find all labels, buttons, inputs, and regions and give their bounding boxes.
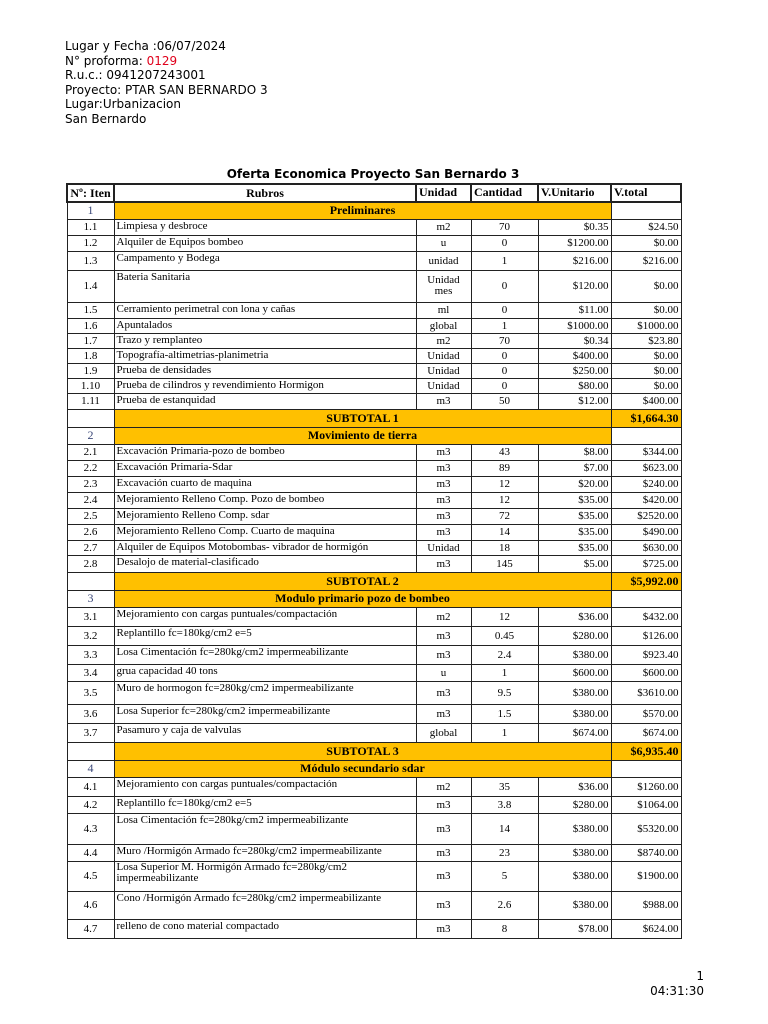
table-row <box>67 492 681 508</box>
item-total: $988.00 <box>611 891 681 919</box>
section-blank <box>611 202 681 219</box>
table-row <box>67 318 681 333</box>
item-description: Prueba de densidades <box>114 363 416 378</box>
item-description: Bateria Sanitaria <box>114 270 416 302</box>
item-unit-price: $35.00 <box>538 492 611 508</box>
item-unit: m2 <box>416 607 471 626</box>
item-total: $570.00 <box>611 704 681 723</box>
item-quantity: 0.45 <box>471 626 538 645</box>
item-description: Topografía-altimetrias-planimetria <box>114 348 416 363</box>
item-number: 3.5 <box>67 681 114 704</box>
item-total: $674.00 <box>611 723 681 742</box>
table-row <box>67 723 681 742</box>
table-row <box>67 704 681 723</box>
table-row <box>67 681 681 704</box>
item-total: $24.50 <box>611 219 681 235</box>
item-unit-price: $400.00 <box>538 348 611 363</box>
item-unit-price: $11.00 <box>538 302 611 318</box>
section-number: 2 <box>67 427 114 444</box>
subtotal-row <box>67 409 681 427</box>
col-header-unitario: V.Unitario <box>538 184 611 202</box>
item-unit: m3 <box>416 524 471 540</box>
item-unit-price: $36.00 <box>538 777 611 796</box>
table-row <box>67 235 681 251</box>
item-description: Prueba de cilindros y revendimiento Hormigon <box>114 378 416 393</box>
item-unit: m3 <box>416 645 471 664</box>
item-number: 1.8 <box>67 348 114 363</box>
item-quantity: 2.6 <box>471 891 538 919</box>
item-total: $630.00 <box>611 540 681 555</box>
offer-title: Oferta Economica Proyecto San Bernardo 3 <box>226 167 520 181</box>
item-unit: m3 <box>416 476 471 492</box>
item-unit: m2 <box>416 777 471 796</box>
item-total: $23.80 <box>611 333 681 348</box>
item-description: relleno de cono material compactado <box>114 919 416 938</box>
item-unit: m3 <box>416 492 471 508</box>
item-number: 1.9 <box>67 363 114 378</box>
item-total: $126.00 <box>611 626 681 645</box>
item-unit: unidad <box>416 251 471 270</box>
item-unit: m3 <box>416 796 471 813</box>
item-quantity: 145 <box>471 555 538 572</box>
subtotal-label: SUBTOTAL 1 <box>114 409 611 427</box>
item-description: Replantillo fc=180kg/cm2 e=5 <box>114 796 416 813</box>
section-header-row <box>67 760 681 777</box>
item-unit: m3 <box>416 626 471 645</box>
item-total: $2520.00 <box>611 508 681 524</box>
item-quantity: 1 <box>471 251 538 270</box>
subtotal-row <box>67 742 681 760</box>
item-total: $8740.00 <box>611 844 681 861</box>
item-description: grua capacidad 40 tons <box>114 664 416 681</box>
item-quantity: 0 <box>471 235 538 251</box>
item-unit: m3 <box>416 844 471 861</box>
table-row <box>67 844 681 861</box>
item-description: Prueba de estanquidad <box>114 393 416 409</box>
item-number: 2.3 <box>67 476 114 492</box>
item-quantity: 12 <box>471 476 538 492</box>
item-unit-price: $380.00 <box>538 704 611 723</box>
item-total: $344.00 <box>611 444 681 460</box>
item-unit: Unidad mes <box>416 270 471 302</box>
item-description: Cerramiento perimetral con lona y cañas <box>114 302 416 318</box>
item-quantity: 50 <box>471 393 538 409</box>
subtotal-blank <box>67 409 114 427</box>
item-unit-price: $12.00 <box>538 393 611 409</box>
item-unit-price: $380.00 <box>538 813 611 844</box>
item-number: 1.2 <box>67 235 114 251</box>
subtotal-value: $1,664.30 <box>611 409 681 427</box>
item-quantity: 12 <box>471 492 538 508</box>
item-unit: Unidad <box>416 348 471 363</box>
item-total: $216.00 <box>611 251 681 270</box>
item-unit-price: $20.00 <box>538 476 611 492</box>
item-description: Replantillo fc=180kg/cm2 e=5 <box>114 626 416 645</box>
col-header-total: V.total <box>611 184 681 202</box>
item-quantity: 1 <box>471 664 538 681</box>
table-row <box>67 219 681 235</box>
item-total: $923.40 <box>611 645 681 664</box>
item-unit: u <box>416 664 471 681</box>
table-row <box>67 813 681 844</box>
item-description: Mejoramiento Relleno Comp. sdar <box>114 508 416 524</box>
table-row <box>67 524 681 540</box>
item-quantity: 0 <box>471 270 538 302</box>
item-description: Desalojo de material-clasificado <box>114 555 416 572</box>
section-name: Módulo secundario sdar <box>114 760 611 777</box>
item-unit-price: $380.00 <box>538 645 611 664</box>
item-unit-price: $380.00 <box>538 844 611 861</box>
item-unit: Unidad <box>416 540 471 555</box>
item-description: Muro de hormogon fc=280kg/cm2 impermeabilizante <box>114 681 416 704</box>
item-quantity: 89 <box>471 460 538 476</box>
item-number: 3.3 <box>67 645 114 664</box>
item-unit-price: $380.00 <box>538 861 611 891</box>
item-quantity: 1 <box>471 318 538 333</box>
item-unit-price: $1200.00 <box>538 235 611 251</box>
item-number: 2.5 <box>67 508 114 524</box>
table-row <box>67 333 681 348</box>
item-description: Alquiler de Equipos Motobombas- vibrador de hormigón <box>114 540 416 555</box>
item-total: $490.00 <box>611 524 681 540</box>
item-total: $5320.00 <box>611 813 681 844</box>
item-description: Mejoramiento con cargas puntuales/compactación <box>114 777 416 796</box>
item-unit-price: $8.00 <box>538 444 611 460</box>
table-row <box>67 861 681 891</box>
item-unit-price: $7.00 <box>538 460 611 476</box>
item-unit-price: $0.34 <box>538 333 611 348</box>
subtotal-blank <box>67 572 114 590</box>
item-description: Mejoramiento Relleno Comp. Pozo de bombeo <box>114 492 416 508</box>
item-unit: m3 <box>416 813 471 844</box>
item-number: 2.1 <box>67 444 114 460</box>
table-row <box>67 393 681 409</box>
item-quantity: 0 <box>471 363 538 378</box>
item-description: Pasamuro y caja de valvulas <box>114 723 416 742</box>
item-total: $0.00 <box>611 378 681 393</box>
print-time: 04:31:30 <box>650 984 704 998</box>
section-header-row <box>67 590 681 607</box>
item-total: $400.00 <box>611 393 681 409</box>
item-number: 2.4 <box>67 492 114 508</box>
item-description: Losa Cimentación fc=280kg/cm2 impermeabilizante <box>114 813 416 844</box>
item-unit: m2 <box>416 333 471 348</box>
item-unit: m3 <box>416 444 471 460</box>
item-description: Excavación Primaria-pozo de bombeo <box>114 444 416 460</box>
proyecto-line: Proyecto: PTAR SAN BERNARDO 3 <box>65 82 268 97</box>
item-quantity: 1.5 <box>471 704 538 723</box>
item-unit-price: $380.00 <box>538 891 611 919</box>
section-header-row <box>67 202 681 219</box>
item-total: $0.00 <box>611 348 681 363</box>
item-unit-price: $280.00 <box>538 796 611 813</box>
table-row <box>67 508 681 524</box>
item-quantity: 3.8 <box>471 796 538 813</box>
item-number: 1.10 <box>67 378 114 393</box>
item-total: $600.00 <box>611 664 681 681</box>
item-unit-price: $380.00 <box>538 681 611 704</box>
item-number: 3.7 <box>67 723 114 742</box>
item-number: 1.7 <box>67 333 114 348</box>
item-quantity: 2.4 <box>471 645 538 664</box>
item-unit-price: $80.00 <box>538 378 611 393</box>
item-unit-price: $280.00 <box>538 626 611 645</box>
item-unit-price: $120.00 <box>538 270 611 302</box>
item-unit: m3 <box>416 555 471 572</box>
item-total: $624.00 <box>611 919 681 938</box>
table-row <box>67 302 681 318</box>
item-unit-price: $35.00 <box>538 524 611 540</box>
item-total: $1900.00 <box>611 861 681 891</box>
budget-table <box>66 183 682 939</box>
item-unit: global <box>416 318 471 333</box>
item-unit: Unidad <box>416 378 471 393</box>
item-description: Mejoramiento con cargas puntuales/compactación <box>114 607 416 626</box>
subtotal-label: SUBTOTAL 3 <box>114 742 611 760</box>
item-description: Campamento y Bodega <box>114 251 416 270</box>
item-unit: m3 <box>416 704 471 723</box>
item-unit-price: $1000.00 <box>538 318 611 333</box>
item-total: $0.00 <box>611 363 681 378</box>
item-unit: global <box>416 723 471 742</box>
document-header <box>65 39 268 127</box>
item-number: 4.6 <box>67 891 114 919</box>
item-quantity: 0 <box>471 302 538 318</box>
item-quantity: 43 <box>471 444 538 460</box>
item-unit-price: $250.00 <box>538 363 611 378</box>
item-unit-price: $36.00 <box>538 607 611 626</box>
section-blank <box>611 760 681 777</box>
item-quantity: 9.5 <box>471 681 538 704</box>
item-total: $1000.00 <box>611 318 681 333</box>
table-row <box>67 348 681 363</box>
item-unit: ml <box>416 302 471 318</box>
proforma-number: 0129 <box>146 53 178 68</box>
section-name: Movimiento de tierra <box>114 427 611 444</box>
table-row <box>67 555 681 572</box>
item-unit: Unidad <box>416 363 471 378</box>
item-number: 1.11 <box>67 393 114 409</box>
item-total: $3610.00 <box>611 681 681 704</box>
item-number: 2.6 <box>67 524 114 540</box>
page-footer <box>650 969 704 999</box>
table-row <box>67 460 681 476</box>
table-row <box>67 378 681 393</box>
table-row <box>67 777 681 796</box>
item-quantity: 18 <box>471 540 538 555</box>
subtotal-value: $6,935.40 <box>611 742 681 760</box>
item-number: 1.5 <box>67 302 114 318</box>
item-number: 1.1 <box>67 219 114 235</box>
table-row <box>67 270 681 302</box>
item-description: Cono /Hormigón Armado fc=280kg/cm2 impermeabilizante <box>114 891 416 919</box>
table-row <box>67 891 681 919</box>
item-number: 3.4 <box>67 664 114 681</box>
item-description: Losa Superior M. Hormigón Armado fc=280kg/cm2 impermeabilizante <box>114 861 416 891</box>
item-description: Apuntalados <box>114 318 416 333</box>
section-number: 3 <box>67 590 114 607</box>
item-unit-price: $600.00 <box>538 664 611 681</box>
item-quantity: 5 <box>471 861 538 891</box>
item-number: 4.1 <box>67 777 114 796</box>
lugar-line-2: San Bernardo <box>65 111 147 126</box>
item-quantity: 70 <box>471 219 538 235</box>
section-header-row <box>67 427 681 444</box>
item-quantity: 12 <box>471 607 538 626</box>
section-name: Modulo primario pozo de bombeo <box>114 590 611 607</box>
table-row <box>67 664 681 681</box>
item-total: $420.00 <box>611 492 681 508</box>
item-unit: m3 <box>416 460 471 476</box>
table-row <box>67 645 681 664</box>
item-unit-price: $35.00 <box>538 508 611 524</box>
item-number: 3.2 <box>67 626 114 645</box>
item-unit-price: $0.35 <box>538 219 611 235</box>
proforma-line <box>65 54 268 69</box>
lugar-line: Lugar:Urbanizacion <box>65 97 181 112</box>
subtotal-blank <box>67 742 114 760</box>
item-description: Alquiler de Equipos bombeo <box>114 235 416 251</box>
item-description: Excavación cuarto de maquina <box>114 476 416 492</box>
item-unit-price: $5.00 <box>538 555 611 572</box>
item-number: 2.7 <box>67 540 114 555</box>
item-total: $0.00 <box>611 270 681 302</box>
item-unit-price: $35.00 <box>538 540 611 555</box>
item-unit: u <box>416 235 471 251</box>
subtotal-label: SUBTOTAL 2 <box>114 572 611 590</box>
subtotal-row <box>67 572 681 590</box>
item-total: $1064.00 <box>611 796 681 813</box>
fecha-line: Lugar y Fecha :06/07/2024 <box>65 39 226 53</box>
item-unit: m3 <box>416 393 471 409</box>
table-row <box>67 363 681 378</box>
item-description: Excavación Primaria-Sdar <box>114 460 416 476</box>
table-row <box>67 626 681 645</box>
item-quantity: 14 <box>471 524 538 540</box>
item-description: Limpiesa y desbroce <box>114 219 416 235</box>
section-blank <box>611 590 681 607</box>
table-row <box>67 540 681 555</box>
item-quantity: 70 <box>471 333 538 348</box>
section-number: 4 <box>67 760 114 777</box>
item-total: $432.00 <box>611 607 681 626</box>
table-row <box>67 796 681 813</box>
proforma-label: N° proforma: <box>65 53 147 68</box>
table-row <box>67 919 681 938</box>
item-number: 2.2 <box>67 460 114 476</box>
item-description: Muro /Hormigón Armado fc=280kg/cm2 impermeabilizante <box>114 844 416 861</box>
item-description: Trazo y remplanteo <box>114 333 416 348</box>
table-row <box>67 476 681 492</box>
item-number: 4.4 <box>67 844 114 861</box>
col-header-item: Nº: Iten <box>67 184 114 202</box>
item-number: 4.5 <box>67 861 114 891</box>
item-quantity: 0 <box>471 378 538 393</box>
item-number: 1.4 <box>67 270 114 302</box>
item-quantity: 8 <box>471 919 538 938</box>
item-unit: m3 <box>416 891 471 919</box>
item-quantity: 72 <box>471 508 538 524</box>
table-row <box>67 444 681 460</box>
item-total: $0.00 <box>611 235 681 251</box>
item-unit-price: $674.00 <box>538 723 611 742</box>
item-description: Losa Cimentación fc=280kg/cm2 impermeabilizante <box>114 645 416 664</box>
item-number: 4.3 <box>67 813 114 844</box>
item-number: 1.6 <box>67 318 114 333</box>
item-unit: m3 <box>416 681 471 704</box>
page-number: 1 <box>696 969 704 983</box>
item-unit: m3 <box>416 861 471 891</box>
item-total: $623.00 <box>611 460 681 476</box>
col-header-unidad: Unidad <box>416 184 471 202</box>
item-number: 2.8 <box>67 555 114 572</box>
item-description: Losa Superior fc=280kg/cm2 impermeabilizante <box>114 704 416 723</box>
item-quantity: 35 <box>471 777 538 796</box>
section-name: Preliminares <box>114 202 611 219</box>
item-unit: m3 <box>416 919 471 938</box>
item-total: $0.00 <box>611 302 681 318</box>
item-number: 3.6 <box>67 704 114 723</box>
item-description: Mejoramiento Relleno Comp. Cuarto de maquina <box>114 524 416 540</box>
item-unit: m3 <box>416 508 471 524</box>
section-blank <box>611 427 681 444</box>
item-quantity: 23 <box>471 844 538 861</box>
item-number: 3.1 <box>67 607 114 626</box>
item-quantity: 14 <box>471 813 538 844</box>
table-row <box>67 607 681 626</box>
item-number: 4.2 <box>67 796 114 813</box>
section-number: 1 <box>67 202 114 219</box>
ruc-line: R.u.c.: 0941207243001 <box>65 68 206 83</box>
table-header-row <box>67 184 681 202</box>
item-number: 4.7 <box>67 919 114 938</box>
item-quantity: 1 <box>471 723 538 742</box>
item-number: 1.3 <box>67 251 114 270</box>
item-total: $1260.00 <box>611 777 681 796</box>
item-total: $725.00 <box>611 555 681 572</box>
item-unit: m2 <box>416 219 471 235</box>
item-unit-price: $216.00 <box>538 251 611 270</box>
col-header-rubros: Rubros <box>114 184 416 202</box>
item-total: $240.00 <box>611 476 681 492</box>
item-quantity: 0 <box>471 348 538 363</box>
table-row <box>67 251 681 270</box>
item-unit-price: $78.00 <box>538 919 611 938</box>
subtotal-value: $5,992.00 <box>611 572 681 590</box>
col-header-cantidad: Cantidad <box>471 184 538 202</box>
